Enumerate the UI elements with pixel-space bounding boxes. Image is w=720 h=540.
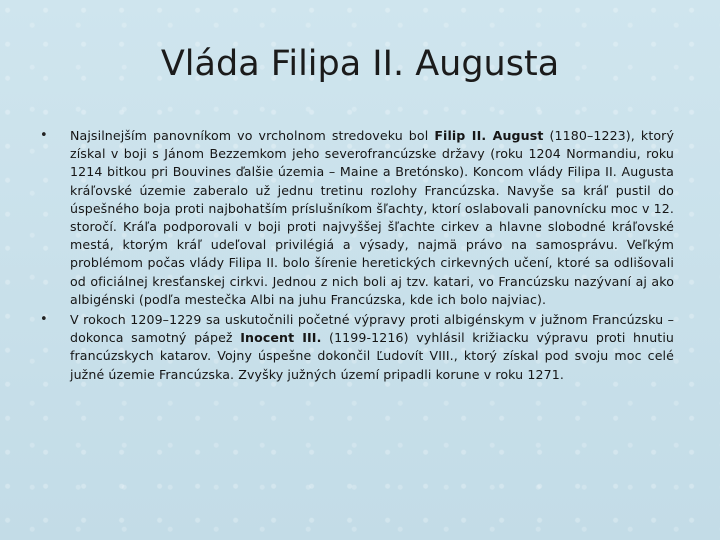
bullet-text-segment: Najsilnejším panovníkom vo vrcholnom stredoveku bol: [70, 128, 435, 143]
bullet-paragraph: [70, 311, 674, 384]
bullet-text-bold: Filip II. August: [434, 128, 544, 143]
bullet-marker: •: [40, 128, 48, 143]
bullet-item: [40, 311, 674, 384]
bullet-text-segment: (1199-1216) vyhlásil križiacku výpravu proti hnutiu francúzskych katarov. Vojny úspešne dokončil Ľudovít VIII., ktorý získal pod svoju moc celé južné územie Francúzska. Zvyšky južných území pripadli korune v roku 1271.: [70, 330, 674, 382]
bullet-paragraph: [70, 127, 674, 309]
bullet-text-segment: (1180–1223), ktorý získal v boji s Jánom Bezzemkom jeho severofrancúzske državy (roku 1204 Normandiu, roku 1214 bitkou pri Bouvines ďalšie územia – Maine a Bretónsko). Koncom vlády Filipa II. Augusta kráľovské územie zaberalo už jednu tretinu rozlohy Francúzska. Navyše sa kráľ pustil do úspešného boja proti najbohatším príslušníkom šľachty, ktorí oslabovali panovnícku moc v 12. storočí. Kráľa podporovali v boji proti najvyššej šľachte cirkev a hlavne slobodné kráľovské mestá, ktorým kráľ udeľoval privilégiá a výsady, najmä právo na samosprávu. Veľkým problémom počas vlády Filipa II. bolo šírenie heretických cirkevných učení, ktoré sa odlišovali od oficiálnej kresťanskej cirkvi. Jednou z nich boli aj tzv. katari, vo Francúzsku nazývaní aj ako albigénski (podľa mestečka Albi na juhu Francúzska, kde ich bolo najviac).: [70, 128, 674, 307]
slide-title: Vláda Filipa II. Augusta: [160, 44, 560, 84]
bullet-list: [40, 127, 674, 386]
bullet-text-segment: V rokoch 1209–1229 sa uskutočnili početné výpravy proti albigénskym v južnom Francúzsku – dokonca samotný pápež: [70, 312, 674, 346]
bullet-marker: •: [40, 312, 48, 328]
bullet-item: [40, 127, 674, 309]
bullet-text-bold: Inocent III.: [240, 330, 322, 346]
